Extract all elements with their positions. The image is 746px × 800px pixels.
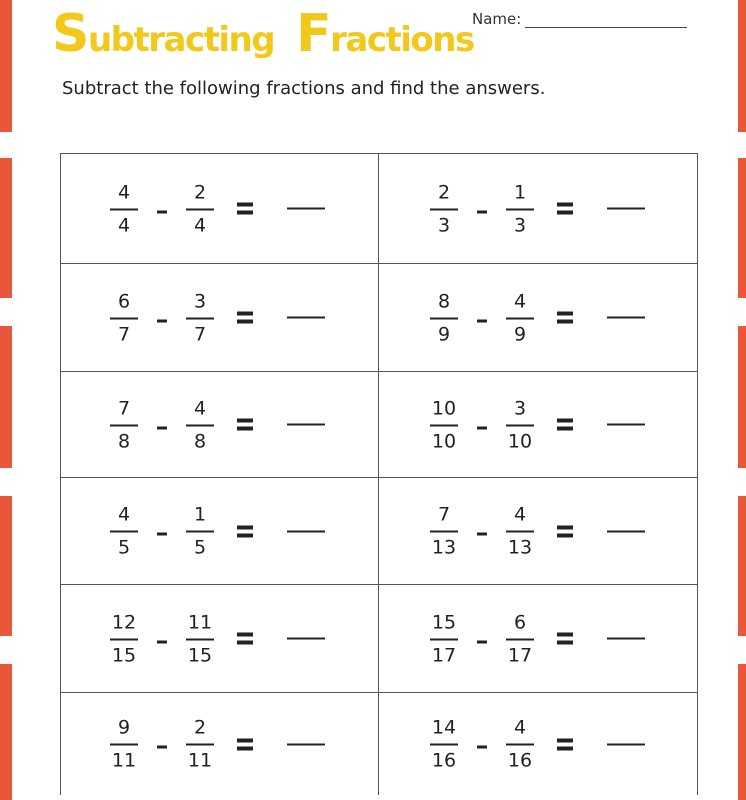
numerator: 14 [431,716,457,739]
denominator: 13 [431,536,457,559]
subtraction-problem [109,717,325,772]
equals-sign [237,312,253,324]
numerator: 9 [117,716,131,739]
fraction [109,181,139,236]
denominator: 10 [507,430,533,452]
subtraction-problem [109,611,325,666]
fraction-bar [506,531,534,533]
fraction-bar [186,424,214,426]
numerator: 4 [513,290,527,312]
fraction-bar [506,638,534,640]
minus-sign [477,746,487,749]
fraction-bar [506,744,534,746]
fraction-bar [110,424,138,426]
fraction-bar [110,317,138,319]
subtraction-problem [429,504,645,559]
fraction [109,717,139,772]
problem-cell [379,585,697,693]
fraction [109,290,139,345]
minus-sign [157,640,167,643]
minus-sign [477,533,487,536]
fraction [109,611,139,666]
problem-cell [379,264,697,372]
fraction [429,717,459,772]
equals-sign [237,419,253,431]
denominator: 17 [431,644,457,666]
fraction [185,611,215,666]
right-edge-stripe [738,326,746,468]
fraction [505,504,535,559]
problem-cell [61,154,379,264]
title-word-rest: ubtracting [87,20,275,60]
answer-blank[interactable] [287,424,325,426]
denominator: 9 [437,323,451,345]
subtraction-problem [429,290,645,345]
answer-blank[interactable] [287,208,325,210]
name-label: Name: [472,10,522,28]
name-field-row [472,10,687,28]
denominator: 7 [117,323,131,345]
subtraction-problem [109,504,325,559]
equals-sign [237,203,253,215]
fraction [429,397,459,452]
left-edge-stripe [0,496,12,636]
answer-blank[interactable] [607,317,645,319]
equals-sign [557,633,573,645]
denominator: 9 [513,323,527,345]
fraction-bar [110,208,138,210]
denominator: 4 [117,214,131,236]
right-edge-stripe [738,496,746,636]
denominator: 11 [187,749,213,772]
subtraction-problem [109,397,325,452]
numerator: 6 [117,290,131,312]
problem-cell [61,693,379,795]
denominator: 5 [117,536,131,559]
fraction-bar [110,744,138,746]
fraction [429,504,459,559]
denominator: 8 [193,430,207,452]
fraction-bar [430,638,458,640]
right-edge-stripe [738,158,746,298]
fraction-bar [430,424,458,426]
problem-cell [61,478,379,585]
problem-cell [61,585,379,693]
left-edge-stripe [0,0,12,132]
fraction [429,181,459,236]
fraction [185,717,215,772]
denominator: 15 [111,644,137,666]
subtraction-problem [109,290,325,345]
problem-cell [379,372,697,478]
minus-sign [157,746,167,749]
denominator: 16 [507,749,533,772]
title-initial-f: F [296,4,331,64]
numerator: 2 [437,181,451,203]
fraction-bar [186,744,214,746]
fraction [505,181,535,236]
minus-sign [157,319,167,322]
fraction [185,290,215,345]
problem-cell [379,693,697,795]
numerator: 4 [193,397,207,419]
minus-sign [157,533,167,536]
numerator: 4 [117,181,131,203]
answer-blank[interactable] [607,208,645,210]
answer-blank[interactable] [607,530,645,532]
denominator: 11 [111,749,137,772]
fraction-bar [430,531,458,533]
fraction-bar [186,317,214,319]
subtraction-problem [109,181,325,236]
numerator: 1 [193,503,207,526]
numerator: 4 [117,503,131,526]
numerator: 7 [437,503,451,526]
problem-cell [61,264,379,372]
fraction [109,504,139,559]
minus-sign [477,210,487,213]
fraction-bar [110,638,138,640]
problem-cell [61,372,379,478]
numerator: 3 [193,290,207,312]
numerator: 10 [431,397,457,419]
fraction-bar [186,531,214,533]
equals-sign [237,633,253,645]
numerator: 1 [513,181,527,203]
denominator: 3 [437,214,451,236]
problem-grid [60,153,698,795]
denominator: 5 [193,536,207,559]
answer-blank[interactable] [287,743,325,745]
subtraction-problem [429,181,645,236]
worksheet-title [52,4,474,64]
fraction [429,611,459,666]
equals-sign [557,419,573,431]
answer-blank[interactable] [287,317,325,319]
denominator: 16 [431,749,457,772]
title-word-rest: ractions [330,20,474,60]
fraction [505,717,535,772]
left-edge-stripe [0,664,12,800]
denominator: 15 [187,644,213,666]
answer-blank[interactable] [287,638,325,640]
numerator: 2 [193,716,207,739]
right-edge-stripe [738,664,746,800]
answer-blank[interactable] [607,424,645,426]
right-edge-stripe [738,0,746,132]
fraction-bar [430,317,458,319]
subtraction-problem [429,717,645,772]
denominator: 13 [507,536,533,559]
subtraction-problem [429,397,645,452]
subtraction-problem [429,611,645,666]
denominator: 17 [507,644,533,666]
title-initial-s: S [52,4,88,64]
equals-sign [557,203,573,215]
fraction-bar [506,424,534,426]
left-edge-stripe [0,326,12,468]
fraction [429,290,459,345]
minus-sign [157,210,167,213]
problem-cell [379,478,697,585]
answer-blank[interactable] [607,638,645,640]
denominator: 4 [193,214,207,236]
problem-cell [379,154,697,264]
equals-sign [557,738,573,750]
numerator: 12 [111,611,137,633]
answer-blank[interactable] [607,743,645,745]
minus-sign [477,426,487,429]
name-blank-line[interactable] [525,11,687,28]
fraction-bar [506,317,534,319]
fraction [505,397,535,452]
denominator: 8 [117,430,131,452]
denominator: 10 [431,430,457,452]
numerator: 8 [437,290,451,312]
fraction [109,397,139,452]
fraction-bar [186,208,214,210]
fraction [185,181,215,236]
minus-sign [477,319,487,322]
numerator: 6 [513,611,527,633]
numerator: 15 [431,611,457,633]
numerator: 2 [193,181,207,203]
numerator: 4 [513,503,527,526]
equals-sign [557,312,573,324]
minus-sign [477,640,487,643]
answer-blank[interactable] [287,530,325,532]
numerator: 7 [117,397,131,419]
instructions-text: Subtract the following fractions and find the answers. [62,78,546,99]
fraction-bar [186,638,214,640]
fraction [185,504,215,559]
fraction [505,611,535,666]
denominator: 3 [513,214,527,236]
minus-sign [157,426,167,429]
fraction-bar [506,208,534,210]
fraction [185,397,215,452]
denominator: 7 [193,323,207,345]
numerator: 3 [513,397,527,419]
left-edge-stripe [0,158,12,298]
equals-sign [557,525,573,537]
equals-sign [237,525,253,537]
fraction-bar [430,744,458,746]
fraction-bar [110,531,138,533]
equals-sign [237,738,253,750]
fraction [505,290,535,345]
fraction-bar [430,208,458,210]
numerator: 11 [187,611,213,633]
numerator: 4 [513,716,527,739]
